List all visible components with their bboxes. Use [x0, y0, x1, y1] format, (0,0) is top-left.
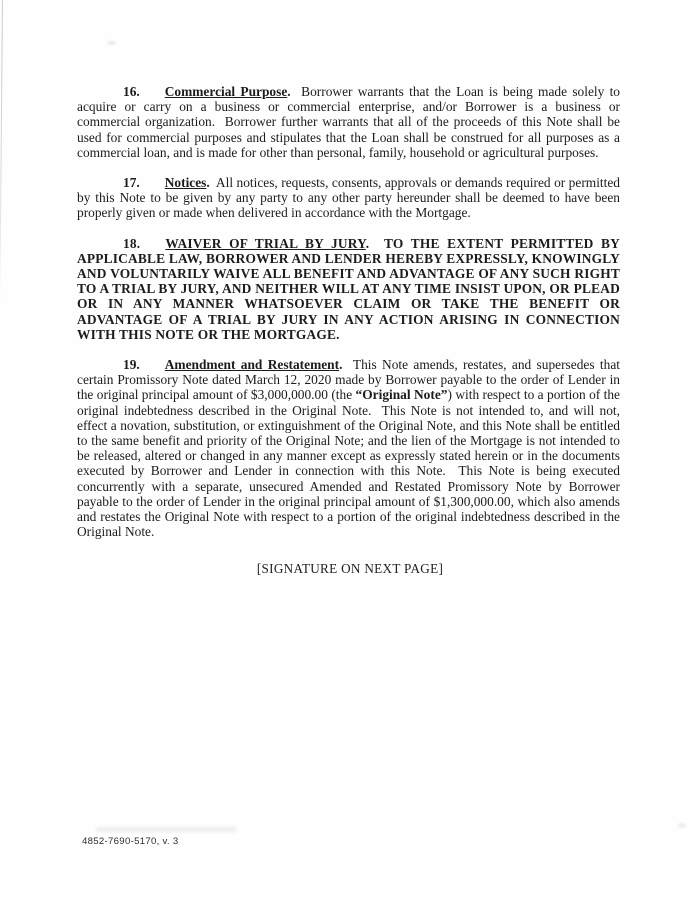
paragraph-amendment-restatement — [77, 357, 620, 539]
paragraph-notices — [77, 175, 620, 221]
footer-document-number: 4852-7690-5170, v. 3 — [82, 836, 179, 847]
scan-artifact-footer-ghost — [96, 827, 236, 832]
defined-term-original-note: “Original Note” — [355, 387, 448, 403]
paragraph-number: 16. — [123, 84, 140, 99]
scan-artifact-left-edge — [0, 0, 3, 314]
heading-period: . — [287, 84, 291, 99]
paragraph-commercial-purpose — [77, 84, 620, 160]
paragraph-heading: Amendment and Restatement — [164, 357, 340, 373]
paragraph-body-segment: ) with respect to a portion of the original indebtedness described in the Original Note. This Note is not intended to, and will not, effect a novation, substitution, or extinguishment of the Original Note, and this Note shall be entitled to the same benefit and priority of the Original Note; and the lien of the Mortgage is not intended to be released, altered or changed in any manner except as expressly stated herein or in the documents executed by Borrower and Lender in connection with this Note. This Note is being executed concurrently with a separate, unsecured Amended and Restated Promissory Note by Borrower payable to the order of Lender in the original principal amount of $1,300,000.00, which also amends and restates the Original Note with respect to a portion of the original indebtedness described in the Original Note. — [77, 387, 621, 540]
paragraph-jury-waiver — [77, 236, 620, 342]
scan-artifact-speck — [678, 823, 686, 828]
paragraph-heading: Commercial Purpose — [164, 84, 288, 99]
scan-artifact-smudge — [107, 41, 116, 45]
paragraph-heading: WAIVER OF TRIAL BY JURY — [165, 235, 366, 251]
heading-period: . — [206, 175, 210, 191]
paragraph-number: 18. — [123, 235, 141, 251]
signature-placeholder: [SIGNATURE ON NEXT PAGE] — [256, 561, 444, 576]
heading-period: . — [365, 235, 370, 251]
document-body — [77, 84, 620, 554]
paragraph-body-segment: This Note amends, restates, and supersedes that certain Promissory Note dated March 12, 2020 made by Borrower payable to the order of Lender in the original principal amount of $3,000,000.00 (the — [77, 357, 620, 403]
paragraph-body: TO THE EXTENT PERMITTED BY APPLICABLE LAW, BORROWER AND LENDER HEREBY EXPRESSLY, KNOWINGLY AND VOLUNTARILY WAIVE ALL BENEFIT AND ADVANTAGE OF ANY SUCH RIGHT TO A TRIAL BY JURY, AND NEITHER WILL AT ANY TIME INSIST UPON, OR PLEAD OR IN ANY MANNER WHATSOEVER CLAIM OR TAKE THE BENEFIT OR ADVANTAGE OF A TRIAL BY JURY IN ANY ACTION ARISING IN CONNECTION WITH THIS NOTE OR THE MORTGAGE. — [77, 235, 620, 342]
paragraph-body: All notices, requests, consents, approvals or demands required or permitted by this Note to be given by any party to any other party hereunder shall be deemed to have been properly given or made when delivered in accordance with the Mortgage. — [77, 175, 620, 221]
paragraph-number: 19. — [123, 357, 140, 373]
paragraph-body: Borrower warrants that the Loan is being made solely to acquire or carry on a business or commercial enterprise, and/or Borrower is a business or commercial organization. Borrower further warrants that all of the proceeds of this Note shall be used for commercial purposes and stipulates that the Loan shall be construed for all purposes as a commercial loan, and is made for other than personal, family, household or agricultural purposes. — [77, 84, 620, 160]
paragraph-heading: Notices — [164, 175, 207, 191]
paragraph-number: 17. — [123, 175, 140, 191]
heading-period: . — [339, 357, 343, 373]
